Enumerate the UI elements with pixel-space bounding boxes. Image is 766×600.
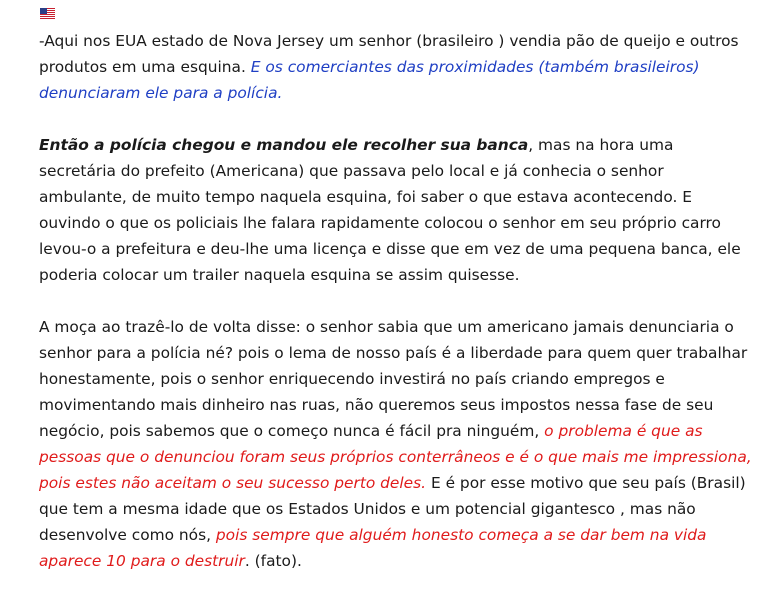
paragraph-3-text-2: E é por esse motivo que seu país (Brasil) que tem a mesma idade que os Estados Unidos e um potencial gigantesco , mas não desenvolve como nós, <box>39 474 746 544</box>
paragraph-3 <box>39 314 754 574</box>
paragraph-3-text-3: . (fato). <box>244 552 302 570</box>
article-body <box>39 28 754 600</box>
paragraph-3-text-1: A moça ao trazê-lo de volta disse: o senhor sabia que um americano jamais denunciaria o senhor para a polícia né? pois o lema de nosso país é a liberdade para quem quer trabalhar honestamente, pois o senhor enriquecendo investirá no país criando empregos e movimentando mais dinheiro nas ruas, não queremos seus impostos nessa fase de seu negócio, pois sabemos que o começo nunca é fácil pra ninguém, <box>39 318 748 440</box>
us-flag-icon <box>40 8 55 19</box>
paragraph-1 <box>39 28 754 106</box>
paragraph-1-blue-italic: E os comerciantes das proximidades (também brasileiros) denunciaram ele para a polícia. <box>39 58 700 102</box>
paragraph-2 <box>39 132 754 288</box>
paragraph-3-red-italic-1: o problema é que as pessoas que o denunciou foram seus próprios conterrâneos e é o que mais me impressiona, pois estes não aceitam o seu sucesso perto deles. <box>39 422 752 492</box>
paragraph-2-bold-italic: Então a polícia chegou e mandou ele recolher sua banca <box>39 136 529 154</box>
paragraph-2-text: , mas na hora uma secretária do prefeito (Americana) que passava pelo local e já conhecia o senhor ambulante, de muito tempo naquela esquina, foi saber o que estava acontecendo. E ouvindo o que os policiais lhe falara rapidamente colocou o senhor em seu próprio carro levou-o a prefeitura e deu-lhe uma licença e disse que em vez de uma pequena banca, ele poderia colocar um trailer naquela esquina se assim quisesse. <box>39 136 741 284</box>
paragraph-1-text: -Aqui nos EUA estado de Nova Jersey um senhor (brasileiro ) vendia pão de queijo e outros produtos em uma esquina. <box>39 32 739 76</box>
paragraph-3-red-italic-2: pois sempre que alguém honesto começa a se dar bem na vida aparece 10 para o destruir <box>39 526 707 570</box>
